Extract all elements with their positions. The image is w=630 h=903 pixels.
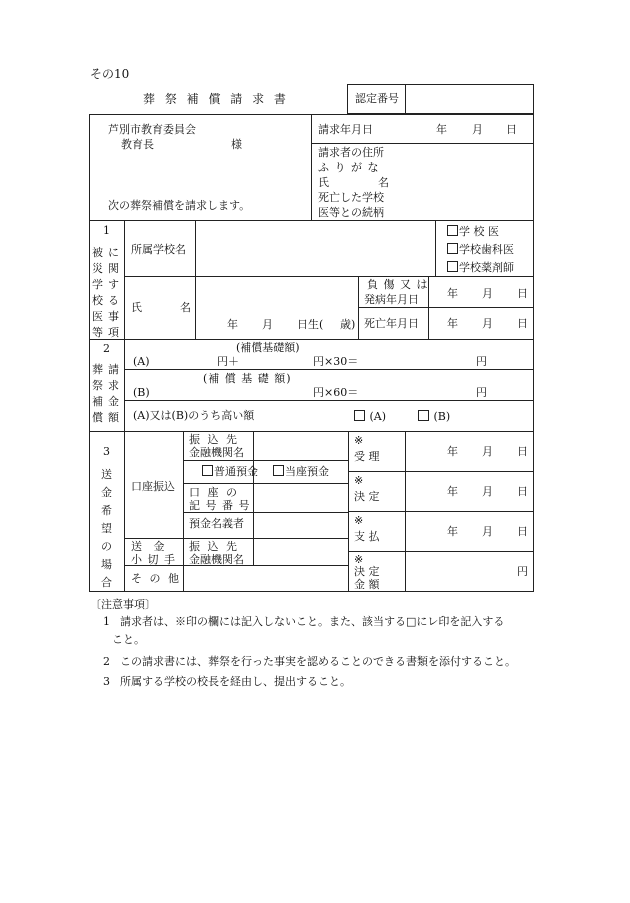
bank-transfer-label: 口座振込 [131,480,175,493]
injury-date-label-2: 発病年月日 [364,293,419,306]
birth-month: 月 [262,318,273,331]
amount-label-a: 決 定 [354,565,380,578]
payment-year: 年 [447,525,458,538]
decision-month: 月 [482,485,493,498]
option-a-checkbox[interactable]: (A) [354,410,386,422]
note-2-text: この請求書には、葬祭を行った事実を認めることのできる書類を添付すること。 [120,655,516,668]
decision-year: 年 [447,485,458,498]
claimant-furigana-label: ふ り が な [318,161,380,174]
account-label-a: 口 座 の [189,486,239,499]
option-b-checkbox[interactable]: (B) [418,410,450,422]
receipt-month: 月 [482,445,493,458]
formula-a-mark: (A) [133,355,150,368]
note-1-text-cont: こと。 [112,633,145,646]
higher-amount-label: (A)又は(B)のうち高い額 [133,409,255,422]
claimant-relation-label-2: 医等との続柄 [318,206,384,219]
addressee-honorific: 様 [231,138,242,151]
receipt-year: 年 [447,445,458,458]
victim-name-label-b: 名 [180,301,191,314]
office-mark-4: ※ [354,553,364,566]
date-day: 日 [506,123,517,136]
form-title: 葬 祭 補 償 請 求 書 [143,92,289,106]
section2-number: 2 [103,342,110,355]
birth-age: 歳) [340,318,356,331]
decision-label: 決 定 [354,490,380,503]
birth-year: 年 [227,318,238,331]
decision-day: 日 [517,485,528,498]
death-day: 日 [517,317,528,330]
section2-label-col2: 請 求 金 額 [108,363,119,424]
type-school-dentist[interactable]: 学校歯科医 [447,243,514,255]
check-label-b: 小 切 手 [131,553,176,566]
formula-b-yen: 円 [476,386,487,399]
amount-yen: 円 [517,565,528,578]
date-month: 月 [472,123,483,136]
section3-number: 3 [103,445,110,458]
note-1-text: 請求者は、※印の欄には記入しないこと。また、該当する□にレ印を記入する [120,615,505,628]
formula-a-yen-plus: 円＋ [217,355,239,368]
injury-year: 年 [447,287,458,300]
formula-b-mark: (B) [133,386,150,399]
base-amount-label-a: (補償基礎額) [236,341,300,354]
bank2-label-b: 金融機関名 [189,553,244,566]
addressee-person: 教育長 [121,138,154,151]
claimant-address-label: 請求者の住所 [318,146,384,159]
injury-day: 日 [517,287,528,300]
office-mark-1: ※ [354,434,364,447]
bank1-label-a: 振 込 先 [189,433,239,446]
formula-a-yen: 円 [476,355,487,368]
office-mark-2: ※ [354,474,364,487]
formula-b-multiplier: 円×60＝ [313,386,359,399]
death-year: 年 [447,317,458,330]
notes-heading: 〔注意事項〕 [90,598,156,611]
request-date-label: 請求年月日 [318,123,373,136]
death-month: 月 [482,317,493,330]
receipt-label: 受 理 [354,450,380,463]
injury-month: 月 [482,287,493,300]
school-name-label: 所属学校名 [131,243,186,256]
account-holder-label: 預金名義者 [189,517,244,530]
other-label: そ の 他 [131,572,181,585]
deposit-ordinary-checkbox[interactable]: 普通預金 [202,465,258,477]
bank2-label-a: 振 込 先 [189,540,239,553]
deposit-current-checkbox[interactable]: 当座預金 [273,465,329,477]
bank1-label-b: 金融機関名 [189,446,244,459]
claimant-relation-label-1: 死亡した学校 [318,191,384,204]
birth-day: 日生( [297,318,324,331]
death-date-label: 死亡年月日 [364,317,419,330]
payment-month: 月 [482,525,493,538]
request-sentence: 次の葬祭補償を請求します。 [108,199,251,212]
section2-label-col1: 葬 祭 補 償 [92,363,103,424]
formula-a-multiplier: 円×30＝ [313,355,359,368]
office-mark-3: ※ [354,514,364,527]
addressee-org: 芦別市教育委員会 [108,123,196,136]
note-2-number: 2 [103,655,110,668]
claimant-name-label-b: 名 [378,176,389,189]
note-3-text: 所属する学校の校長を経由し、提出すること。 [120,675,351,688]
cert-number-label: 認定番号 [355,92,399,105]
note-3-number: 3 [103,675,110,688]
type-school-doctor[interactable]: 学 校 医 [447,225,499,237]
payment-label: 支 払 [354,530,380,543]
date-year: 年 [436,123,447,136]
check-label-a: 送 金 [131,540,169,553]
account-label-b: 記 号 番 号 [189,499,251,512]
type-school-pharmacist[interactable]: 学校薬剤師 [447,261,514,273]
injury-date-label-1: 負 傷 又 は [367,278,429,291]
form-number: その10 [90,67,130,81]
note-1-number: 1 [103,615,110,628]
victim-name-label-a: 氏 [131,301,142,314]
amount-label-b: 金 額 [354,578,380,591]
receipt-day: 日 [517,445,528,458]
section1-label-col2: に 関 す る 事 項 [108,246,119,339]
payment-day: 日 [517,525,528,538]
section3-label: 送 金 希 望 の 場 合 [101,468,112,589]
claimant-name-label-a: 氏 [318,176,329,189]
section1-number: 1 [103,224,110,237]
base-amount-label-b: (補 償 基 礎 額) [203,372,292,385]
section1-label-col1: 被 災 学 校 医 等 [92,246,103,339]
